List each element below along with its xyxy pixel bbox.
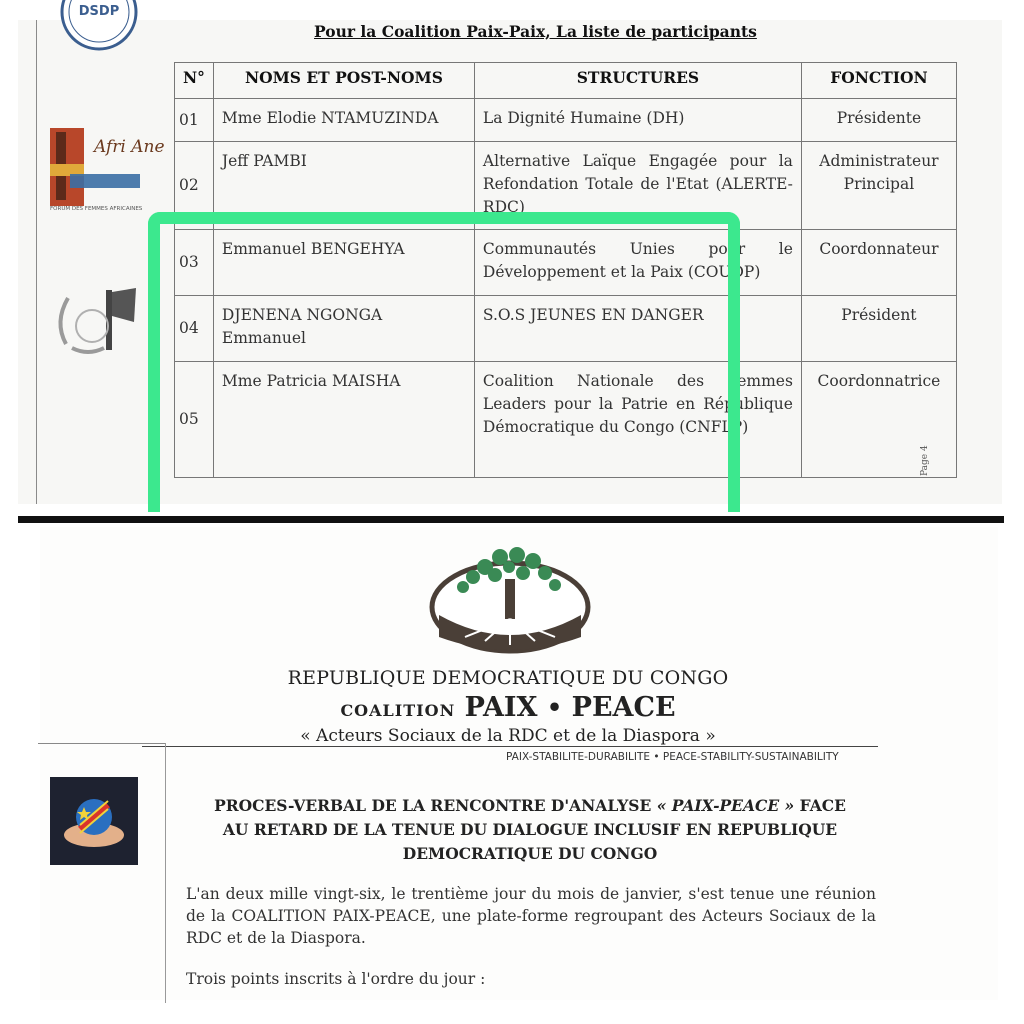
header-rule [142,746,878,747]
participant-structure: La Dignité Humaine (DH) [474,99,801,142]
coalition-tagline: « Acteurs Sociaux de la RDC et de la Diaspora » [300,726,716,746]
column-header: N° [175,63,214,99]
sidebar-rule [38,743,166,744]
minutes-title-italic: « PAIX-PEACE » [656,796,795,815]
column-header: STRUCTURES [474,63,801,99]
coalition-dot: • [546,693,563,722]
participant-function: Coordonnatrice [801,362,956,478]
svg-text:FORUM DES FEMMES AFRICAINES: FORUM DES FEMMES AFRICAINES [50,206,143,212]
sidebar-border [165,743,166,1003]
participant-structure: Alternative Laïque Engagée pour la Refondation Totale de l'Etat (ALERTE-RDC) [474,142,801,230]
participant-function: Coordonnateur [801,230,956,296]
participant-name: Mme Elodie NTAMUZINDA [213,99,474,142]
participants-heading: Pour la Coalition Paix-Paix, La liste de participants [314,22,757,41]
coalition-name [40,692,976,723]
minutes-title [200,794,860,866]
coalition-name-peace: PEACE [571,692,676,723]
country-name: REPUBLIQUE DEMOCRATIQUE DU CONGO [287,667,729,689]
participant-structure: Coalition Nationale des Femmes Leaders pour la Patrie en République Démocratique du Congo (CNFLP) [474,362,801,478]
margin-line [36,20,37,504]
highlight-frame [148,212,740,512]
participant-function: Administrateur Principal [801,142,956,230]
participant-function: Présidente [801,99,956,142]
drc-hands-logo [50,777,138,865]
motto: PAIX-STABILITE-DURABILITE • PEACE-STABILITY-SUSTAINABILITY [506,751,839,763]
image-divider [18,516,1004,523]
row-number: 05 [175,362,214,478]
minutes-title-part1: PROCES-VERBAL DE LA RENCONTRE D'ANALYSE [214,796,657,815]
coalition-prefix: COALITION [340,701,456,720]
svg-text:Afri Ane: Afri Ane [94,137,165,157]
participant-name: DJENENA NGONGA Emmanuel [213,296,474,362]
agenda-intro: Trois points inscrits à l'ordre du jour : [186,970,486,988]
page-number: Page 4 [920,445,930,476]
minutes-title-part2: FACE AU RETARD DE LA TENUE DU DIALOGUE INCLUSIF EN REPUBLIQUE DEMOCRATIQUE DU CONGO [222,796,846,863]
participant-structure: S.O.S JEUNES EN DANGER [474,296,801,362]
column-header: FONCTION [801,63,956,99]
row-number: 01 [175,99,214,142]
table-header-row [175,63,957,99]
participant-structure: Communautés Unies pour le Développement et la Paix (COUDP) [474,230,801,296]
row-number: 04 [175,296,214,362]
coalition-name-paix: PAIX [464,692,538,723]
participant-name: Jeff PAMBI [213,142,474,230]
minutes-page-scan [40,527,998,1000]
table-row [175,99,957,142]
row-number: 02 [175,142,214,230]
column-header: NOMS ET POST-NOMS [213,63,474,99]
afriane-logo [50,124,165,212]
tree-emblem [425,545,595,660]
participant-name: Emmanuel BENGEHYA [213,230,474,296]
row-number: 03 [175,230,214,296]
participant-name: Mme Patricia MAISHA [213,362,474,478]
dsdp-logo [58,0,140,56]
svg-text:DSDP: DSDP [78,4,120,19]
laurel-flag-logo [48,282,144,366]
minutes-paragraph: L'an deux mille vingt-six, le trentième jour du mois de janvier, s'est tenue une réunion de la COALITION PAIX-PEACE, une plate-forme regroupant des Acteurs Sociaux de la RDC et de la Diaspora. [186,885,876,947]
participant-function: Président [801,296,956,362]
